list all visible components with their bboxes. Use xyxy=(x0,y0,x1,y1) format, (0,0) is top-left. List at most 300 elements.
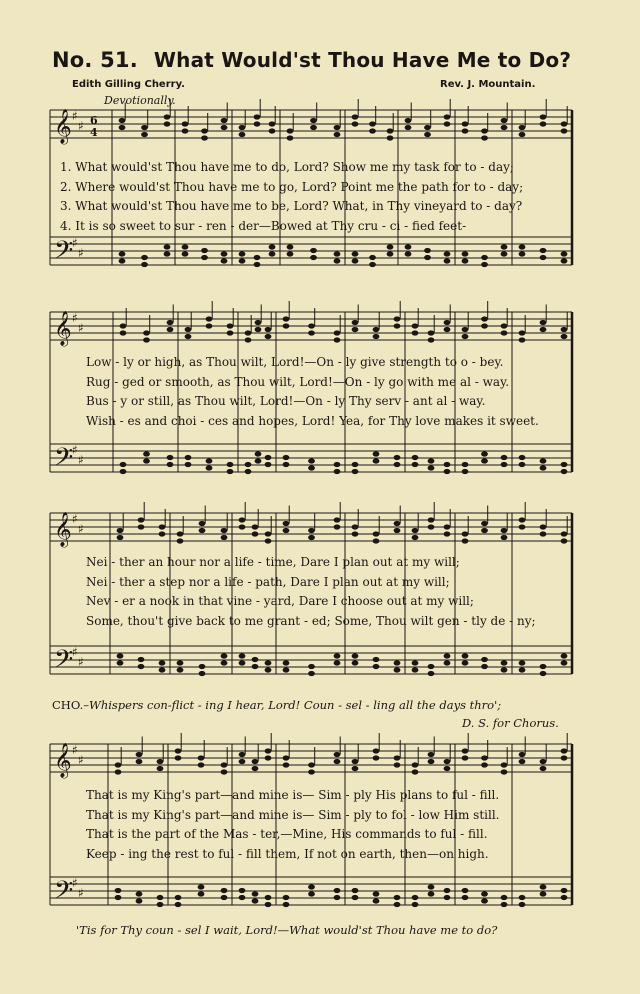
note-head xyxy=(462,462,469,467)
note-head xyxy=(308,891,315,896)
lyric-line: That is my King's part—and mine is— Sim - ply to fol - low Him still. xyxy=(86,807,500,822)
note-head xyxy=(352,895,359,900)
note-head xyxy=(254,262,261,267)
note-head xyxy=(481,755,488,760)
note-head xyxy=(519,667,526,672)
note-head xyxy=(369,128,376,133)
note-head xyxy=(265,748,272,753)
note-head xyxy=(283,902,290,907)
note-head xyxy=(252,898,259,903)
note-head xyxy=(373,657,380,662)
note-head xyxy=(185,327,192,332)
lyric-line: That is my King's part—and mine is— Sim - ply His plans to ful - fill. xyxy=(86,788,500,802)
lyric-line: Nei - ther an hour nor a life - time, Dare I plan out at my will; xyxy=(86,555,460,569)
note-head xyxy=(115,769,122,774)
note-head xyxy=(283,455,290,460)
note-head xyxy=(182,128,189,133)
note-head xyxy=(265,902,272,907)
note-head xyxy=(283,521,290,526)
note-head xyxy=(519,902,526,907)
clef-icon: 𝄢 xyxy=(54,645,74,680)
lyricist-credit: Edith Gilling Cherry. xyxy=(72,79,185,90)
note-head xyxy=(265,531,272,536)
note-head xyxy=(334,888,341,893)
note-head xyxy=(227,469,234,474)
note-head xyxy=(310,125,317,130)
note-head xyxy=(221,769,228,774)
note-head xyxy=(561,660,568,665)
note-head xyxy=(265,462,272,467)
note-head xyxy=(117,660,124,665)
sharp-icon: ♯ xyxy=(78,886,84,900)
note-head xyxy=(428,337,435,342)
hymn-title: What Would'st Thou Have Me to Do? xyxy=(153,48,572,72)
note-head xyxy=(501,330,508,335)
note-head xyxy=(373,748,380,753)
note-head xyxy=(373,327,380,332)
sharp-icon: ♯ xyxy=(78,522,84,536)
note-head xyxy=(255,451,262,456)
sharp-icon: ♯ xyxy=(72,512,78,526)
note-head xyxy=(405,125,412,130)
note-head xyxy=(157,759,164,764)
note-head xyxy=(387,251,394,256)
note-head xyxy=(519,759,526,764)
note-head xyxy=(245,337,252,342)
lyric-line: Bus - y or still, as Thou wilt, Lord!—On - ly Thy serv - ant al - way. xyxy=(86,394,486,408)
note-head xyxy=(164,244,171,249)
note-head xyxy=(157,766,164,771)
note-head xyxy=(540,458,547,463)
sharp-icon: ♯ xyxy=(78,655,84,669)
note-head xyxy=(444,121,451,126)
note-head xyxy=(428,330,435,335)
time-signature: 6 xyxy=(90,114,98,127)
note-head xyxy=(352,531,359,536)
note-head xyxy=(265,538,272,543)
note-head xyxy=(405,251,412,256)
note-head xyxy=(424,132,431,137)
note-head xyxy=(481,898,488,903)
note-head xyxy=(444,327,451,332)
note-head xyxy=(115,888,122,893)
note-head xyxy=(136,891,143,896)
lyric-line: Some, thou't give back to me grant - ed; Some, Thou wilt gen - tly de - ny; xyxy=(86,613,536,628)
note-head xyxy=(462,653,469,658)
note-head xyxy=(481,891,488,896)
note-head xyxy=(481,255,488,260)
note-head xyxy=(540,121,547,126)
note-head xyxy=(252,766,259,771)
note-head xyxy=(308,330,315,335)
sharp-icon: ♯ xyxy=(78,453,84,467)
note-head xyxy=(519,125,526,130)
note-head xyxy=(481,521,488,526)
note-head xyxy=(412,667,419,672)
note-head xyxy=(310,118,317,123)
note-head xyxy=(334,660,341,665)
note-head xyxy=(540,664,547,669)
clef-icon: 𝄢 xyxy=(54,443,74,478)
note-head xyxy=(394,902,401,907)
lyric-line: 3. What would'st Thou have me to be, Lord? What, in Thy vineyard to - day? xyxy=(60,199,523,213)
note-head xyxy=(198,891,205,896)
note-head xyxy=(308,323,315,328)
note-head xyxy=(501,902,508,907)
note-head xyxy=(519,517,526,522)
note-head xyxy=(175,895,182,900)
note-head xyxy=(119,125,126,130)
note-head xyxy=(519,752,526,757)
note-head xyxy=(206,465,213,470)
note-head xyxy=(428,671,435,676)
note-head xyxy=(481,451,488,456)
note-head xyxy=(221,895,228,900)
note-head xyxy=(428,759,435,764)
note-head xyxy=(252,657,259,662)
note-head xyxy=(221,653,228,658)
note-head xyxy=(540,891,547,896)
note-head xyxy=(164,114,171,119)
note-head xyxy=(501,660,508,665)
note-head xyxy=(561,469,568,474)
note-head xyxy=(310,248,317,253)
note-head xyxy=(540,671,547,676)
note-head xyxy=(394,660,401,665)
note-head xyxy=(221,888,228,893)
note-head xyxy=(519,462,526,467)
note-head xyxy=(462,748,469,753)
note-head xyxy=(283,528,290,533)
note-head xyxy=(269,128,276,133)
note-head xyxy=(221,125,228,130)
note-head xyxy=(141,255,148,260)
note-head xyxy=(159,660,166,665)
note-head xyxy=(352,888,359,893)
note-head xyxy=(245,469,252,474)
note-head xyxy=(239,258,246,263)
note-head xyxy=(177,531,184,536)
clef-icon: 𝄢 xyxy=(54,876,74,911)
note-head xyxy=(138,517,145,522)
note-head xyxy=(387,244,394,249)
note-head xyxy=(119,118,126,123)
note-head xyxy=(177,660,184,665)
note-head xyxy=(119,251,126,256)
note-head xyxy=(182,244,189,249)
note-head xyxy=(561,653,568,658)
note-head xyxy=(561,327,568,332)
note-head xyxy=(352,462,359,467)
note-head xyxy=(352,121,359,126)
note-head xyxy=(462,531,469,536)
note-head xyxy=(201,255,208,260)
note-head xyxy=(561,251,568,256)
note-head xyxy=(394,755,401,760)
note-head xyxy=(481,458,488,463)
note-head xyxy=(206,458,213,463)
note-head xyxy=(501,125,508,130)
note-head xyxy=(283,762,290,767)
note-head xyxy=(141,132,148,137)
note-head xyxy=(561,531,568,536)
note-head xyxy=(136,752,143,757)
note-head xyxy=(412,762,419,767)
note-head xyxy=(334,330,341,335)
note-head xyxy=(412,660,419,665)
note-head xyxy=(444,469,451,474)
note-head xyxy=(373,458,380,463)
note-head xyxy=(120,323,127,328)
note-head xyxy=(119,258,126,263)
note-head xyxy=(143,330,150,335)
note-head xyxy=(369,255,376,260)
note-head xyxy=(199,671,206,676)
tempo-marking: Devotionally. xyxy=(104,94,176,107)
note-head xyxy=(120,330,127,335)
note-head xyxy=(308,535,315,540)
note-head xyxy=(167,320,174,325)
note-head xyxy=(265,455,272,460)
note-head xyxy=(164,251,171,256)
chorus-line-2: 'Tis for Thy coun - sel I wait, Lord!—What would'st Thou have me to do? xyxy=(76,923,498,937)
note-head xyxy=(283,755,290,760)
note-head xyxy=(199,521,206,526)
note-head xyxy=(227,323,234,328)
note-head xyxy=(444,660,451,665)
note-head xyxy=(540,766,547,771)
note-head xyxy=(424,248,431,253)
note-head xyxy=(394,462,401,467)
note-head xyxy=(182,121,189,126)
note-head xyxy=(287,135,294,140)
note-head xyxy=(117,653,124,658)
note-head xyxy=(221,762,228,767)
verse-block-4 xyxy=(86,786,499,864)
note-head xyxy=(255,320,262,325)
sharp-icon: ♯ xyxy=(78,119,84,133)
note-head xyxy=(308,884,315,889)
note-head xyxy=(394,667,401,672)
note-head xyxy=(540,320,547,325)
note-head xyxy=(117,535,124,540)
note-head xyxy=(255,327,262,332)
note-head xyxy=(428,524,435,529)
note-head xyxy=(159,524,166,529)
note-head xyxy=(138,664,145,669)
note-head xyxy=(561,121,568,126)
note-head xyxy=(561,895,568,900)
note-head xyxy=(308,671,315,676)
note-head xyxy=(412,528,419,533)
note-head xyxy=(501,455,508,460)
note-head xyxy=(412,455,419,460)
verse-block-2 xyxy=(86,353,539,431)
note-head xyxy=(352,766,359,771)
note-head xyxy=(444,524,451,529)
note-head xyxy=(206,323,213,328)
note-head xyxy=(462,469,469,474)
note-head xyxy=(265,755,272,760)
note-head xyxy=(519,330,526,335)
lyric-line: Wish - es and choi - ces and hopes, Lord! Yea, for Thy love makes it sweet. xyxy=(86,413,539,428)
note-head xyxy=(198,884,205,889)
note-head xyxy=(239,517,246,522)
note-head xyxy=(444,759,451,764)
note-head xyxy=(481,657,488,662)
note-head xyxy=(334,524,341,529)
note-head xyxy=(352,660,359,665)
note-head xyxy=(175,748,182,753)
note-head xyxy=(175,755,182,760)
note-head xyxy=(444,653,451,658)
chorus-line-1 xyxy=(52,698,501,712)
note-head xyxy=(481,262,488,267)
note-head xyxy=(254,255,261,260)
lyric-line: 1. What would'st Thou have me to do, Lord? Show me my task for to - day; xyxy=(60,160,514,174)
lyric-line: 2. Where would'st Thou have me to go, Lord? Point me the path for to - day; xyxy=(60,179,524,194)
note-head xyxy=(352,653,359,658)
note-head xyxy=(283,895,290,900)
note-head xyxy=(265,667,272,672)
note-head xyxy=(424,255,431,260)
note-head xyxy=(501,895,508,900)
note-head xyxy=(310,255,317,260)
note-head xyxy=(227,462,234,467)
note-head xyxy=(462,251,469,256)
note-head xyxy=(481,528,488,533)
note-head xyxy=(265,895,272,900)
note-head xyxy=(501,118,508,123)
note-head xyxy=(159,667,166,672)
note-head xyxy=(501,769,508,774)
note-head xyxy=(428,458,435,463)
note-head xyxy=(255,458,262,463)
note-head xyxy=(501,244,508,249)
note-head xyxy=(519,524,526,529)
verse-block-1 xyxy=(60,158,523,236)
note-head xyxy=(519,132,526,137)
note-head xyxy=(462,895,469,900)
note-head xyxy=(373,334,380,339)
note-head xyxy=(394,895,401,900)
note-head xyxy=(373,451,380,456)
note-head xyxy=(287,244,294,249)
note-head xyxy=(501,535,508,540)
sharp-icon: ♯ xyxy=(78,321,84,335)
note-head xyxy=(239,653,246,658)
clef-icon: 𝄢 xyxy=(54,236,74,271)
note-head xyxy=(462,755,469,760)
note-head xyxy=(519,337,526,342)
note-head xyxy=(136,898,143,903)
composer-credit: Rev. J. Mountain. xyxy=(440,79,536,90)
note-head xyxy=(501,251,508,256)
note-head xyxy=(334,258,341,263)
note-head xyxy=(540,531,547,536)
note-head xyxy=(394,316,401,321)
note-head xyxy=(334,251,341,256)
note-head xyxy=(412,769,419,774)
note-head xyxy=(540,524,547,529)
note-head xyxy=(115,762,122,767)
note-head xyxy=(245,462,252,467)
note-head xyxy=(136,759,143,764)
note-head xyxy=(198,762,205,767)
note-head xyxy=(394,528,401,533)
note-head xyxy=(334,462,341,467)
clef-icon: 𝄞 xyxy=(54,109,72,144)
note-head xyxy=(269,121,276,126)
note-head xyxy=(283,667,290,672)
note-head xyxy=(143,337,150,342)
note-head xyxy=(252,524,259,529)
note-head xyxy=(444,258,451,263)
note-head xyxy=(373,898,380,903)
note-head xyxy=(115,895,122,900)
note-head xyxy=(265,334,272,339)
note-head xyxy=(221,528,228,533)
verse-block-3 xyxy=(86,553,536,631)
note-head xyxy=(283,323,290,328)
ds-marking: D. S. for Chorus. xyxy=(462,716,559,730)
note-head xyxy=(540,327,547,332)
note-head xyxy=(334,132,341,137)
sharp-icon: ♯ xyxy=(78,246,84,260)
note-head xyxy=(177,667,184,672)
sharp-icon: ♯ xyxy=(72,743,78,757)
note-head xyxy=(334,759,341,764)
note-head xyxy=(239,524,246,529)
note-head xyxy=(369,121,376,126)
note-head xyxy=(462,327,469,332)
note-head xyxy=(334,895,341,900)
note-head xyxy=(444,320,451,325)
note-head xyxy=(561,462,568,467)
note-head xyxy=(245,330,252,335)
note-head xyxy=(143,458,150,463)
note-head xyxy=(221,660,228,665)
note-head xyxy=(428,752,435,757)
note-head xyxy=(444,531,451,536)
note-head xyxy=(412,535,419,540)
note-head xyxy=(519,895,526,900)
sharp-icon: ♯ xyxy=(72,109,78,123)
note-head xyxy=(334,517,341,522)
note-head xyxy=(175,902,182,907)
note-head xyxy=(561,748,568,753)
note-head xyxy=(265,327,272,332)
note-head xyxy=(221,251,228,256)
note-head xyxy=(352,320,359,325)
note-head xyxy=(141,262,148,267)
note-head xyxy=(334,752,341,757)
note-head xyxy=(239,759,246,764)
note-head xyxy=(117,528,124,533)
note-head xyxy=(352,327,359,332)
note-head xyxy=(462,660,469,665)
note-head xyxy=(177,538,184,543)
note-head xyxy=(394,521,401,526)
note-head xyxy=(182,251,189,256)
note-head xyxy=(308,465,315,470)
clef-icon: 𝄞 xyxy=(54,311,72,346)
note-head xyxy=(428,664,435,669)
note-head xyxy=(561,755,568,760)
note-head xyxy=(352,258,359,263)
note-head xyxy=(462,258,469,263)
note-head xyxy=(308,664,315,669)
